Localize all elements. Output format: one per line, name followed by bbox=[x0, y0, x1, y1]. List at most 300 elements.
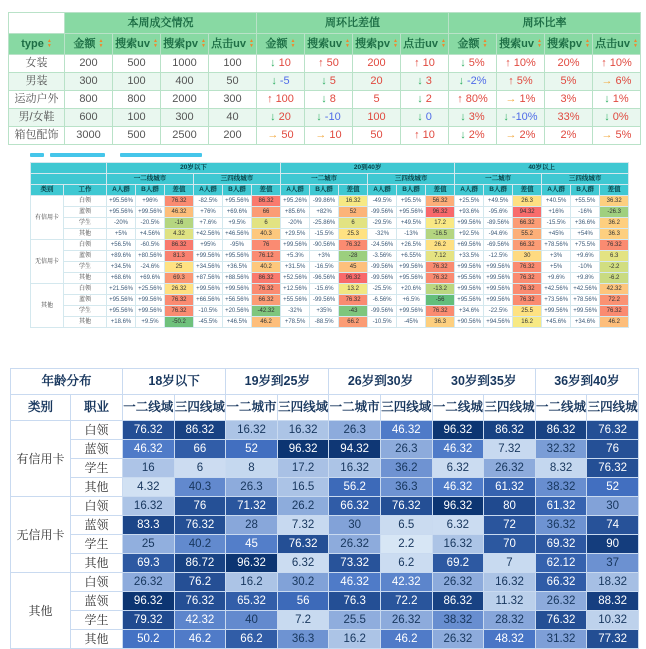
value-cell bbox=[305, 73, 353, 91]
diff-heat-cell: 76 bbox=[252, 240, 281, 251]
heat-cell: 38.32 bbox=[432, 611, 484, 630]
percent-cell: +87.56% bbox=[194, 273, 223, 284]
value-text: 80% bbox=[465, 93, 488, 105]
sort-icon: ▲ ▼ bbox=[152, 38, 158, 50]
value-cell bbox=[497, 109, 545, 127]
job-label: 白领 bbox=[71, 497, 123, 516]
column-header: A人群 bbox=[368, 185, 397, 196]
value-cell bbox=[497, 127, 545, 145]
arrow-down-icon: ↓ bbox=[458, 75, 464, 87]
percent-cell: +55.56% bbox=[281, 295, 310, 306]
heat-cell: 6.2 bbox=[380, 554, 432, 573]
percent-cell: +93.6% bbox=[455, 207, 484, 218]
value-cell: 400 bbox=[161, 73, 209, 91]
column-header[interactable]: 搜索uv ▲ ▼ bbox=[305, 34, 353, 55]
table-row bbox=[11, 459, 639, 478]
percent-cell: +99.56% bbox=[281, 240, 310, 251]
percent-cell: +68.6% bbox=[107, 273, 136, 284]
diff-heat-cell: 36.3 bbox=[426, 317, 455, 328]
heat-cell: 25 bbox=[123, 535, 175, 554]
diff-heat-cell: 26.32 bbox=[165, 284, 194, 295]
arrow-down-icon: ↓ bbox=[460, 57, 466, 69]
column-header[interactable]: 金额 ▲ ▼ bbox=[65, 34, 113, 55]
heat-cell: 46.2 bbox=[380, 630, 432, 649]
table-row bbox=[11, 592, 639, 611]
percent-cell: -99.56% bbox=[310, 295, 339, 306]
table-row bbox=[11, 573, 639, 592]
percent-cell: +95.56% bbox=[107, 295, 136, 306]
heat-cell: 46.32 bbox=[432, 440, 484, 459]
value-cell: 100 bbox=[113, 73, 161, 91]
percent-cell: -96.56% bbox=[310, 273, 339, 284]
percent-cell: -25.5% bbox=[368, 284, 397, 295]
heat-cell: 7 bbox=[484, 554, 536, 573]
percent-cell: -10% bbox=[571, 262, 600, 273]
column-header-type[interactable]: type ▲ ▼ bbox=[9, 34, 65, 55]
percent-cell: -16% bbox=[571, 207, 600, 218]
arrow-down-icon: ↓ bbox=[321, 93, 327, 105]
heat-cell: 70 bbox=[484, 535, 536, 554]
sort-icon: ▲ ▼ bbox=[46, 38, 52, 50]
row-group-label: 有信用卡 bbox=[31, 196, 64, 240]
diff-heat-cell: 66.32 bbox=[252, 295, 281, 306]
percent-cell: +9.6% bbox=[542, 273, 571, 284]
percent-cell: +95.56% bbox=[107, 207, 136, 218]
diff-heat-cell: 76.32 bbox=[513, 284, 542, 295]
table-row bbox=[11, 611, 639, 630]
value-cell bbox=[257, 55, 305, 73]
column-header[interactable]: 金额 ▲ ▼ bbox=[257, 34, 305, 55]
heat-cell: 31.32 bbox=[535, 630, 587, 649]
category-label: 男/女鞋 bbox=[9, 109, 65, 127]
group-header: 周环比率 bbox=[449, 13, 641, 34]
heat-cell: 26.32 bbox=[432, 630, 484, 649]
heat-cell: 42.32 bbox=[174, 611, 226, 630]
column-header: 差值 bbox=[513, 185, 542, 196]
column-header[interactable]: 搜索uv ▲ ▼ bbox=[497, 34, 545, 55]
diff-heat-cell: 52 bbox=[339, 207, 368, 218]
arrow-down-icon: ↓ bbox=[604, 93, 610, 105]
value-cell: 800 bbox=[65, 91, 113, 109]
city-column-header: 三四线域 bbox=[380, 395, 432, 421]
heat-cell: 30 bbox=[587, 497, 639, 516]
job-label: 蓝领 bbox=[64, 295, 107, 306]
city-column-header: 三四线城 bbox=[484, 395, 536, 421]
table-row bbox=[31, 306, 629, 317]
heat-cell: 37 bbox=[587, 554, 639, 573]
percent-cell: +99.56% bbox=[136, 295, 165, 306]
job-label: 白领 bbox=[64, 196, 107, 207]
heat-cell: 79.32 bbox=[123, 611, 175, 630]
percent-cell: +7.6% bbox=[194, 218, 223, 229]
heat-cell: 76.2 bbox=[174, 573, 226, 592]
value-cell bbox=[257, 91, 305, 109]
value-cell bbox=[257, 109, 305, 127]
city-column-header: 三四线域 bbox=[277, 395, 329, 421]
job-label: 其他 bbox=[64, 229, 107, 240]
value-text: -10% bbox=[511, 111, 538, 123]
heat-cell: 11.32 bbox=[484, 592, 536, 611]
column-header: B人群 bbox=[136, 185, 165, 196]
column-header[interactable]: 搜索uv ▲ ▼ bbox=[113, 34, 161, 55]
corner-cell bbox=[31, 163, 107, 174]
percent-cell: +99.56% bbox=[542, 306, 571, 317]
city-header-row bbox=[31, 174, 629, 185]
column-header[interactable]: 搜索pv ▲ ▼ bbox=[353, 34, 401, 55]
value-text: 10 bbox=[422, 57, 435, 69]
percent-cell: +73.56% bbox=[542, 295, 571, 306]
percent-cell: +6.5% bbox=[397, 295, 426, 306]
value-cell: 200 bbox=[65, 55, 113, 73]
age-group-header: 26岁到30岁 bbox=[329, 369, 432, 395]
city-column-header: 一二城市 bbox=[226, 395, 278, 421]
heat-cell: 66.32 bbox=[329, 497, 381, 516]
percent-cell: +56.5% bbox=[107, 240, 136, 251]
value-cell bbox=[305, 55, 353, 73]
job-label: 其他 bbox=[64, 273, 107, 284]
percent-cell: -49.5% bbox=[368, 196, 397, 207]
percent-cell: +99.56% bbox=[455, 218, 484, 229]
value-text: 10 bbox=[422, 129, 435, 141]
value-cell: 3000 bbox=[65, 127, 113, 145]
table-header bbox=[11, 369, 639, 421]
percent-cell: +99.56% bbox=[223, 284, 252, 295]
heat-cell: 8.32 bbox=[535, 459, 587, 478]
corner-cell bbox=[31, 174, 107, 185]
percent-cell: +34.6% bbox=[455, 306, 484, 317]
row-group-label: 无信用卡 bbox=[31, 240, 64, 284]
percent-cell: +99.56% bbox=[484, 273, 513, 284]
heat-cell: 6.5 bbox=[380, 516, 432, 535]
diff-heat-cell: 6 bbox=[252, 218, 281, 229]
percent-cell: +76% bbox=[194, 207, 223, 218]
heat-cell: 36.32 bbox=[535, 516, 587, 535]
arrow-up-icon: ↑ bbox=[414, 129, 420, 141]
diff-heat-cell: 76.32 bbox=[600, 306, 629, 317]
value-cell bbox=[497, 55, 545, 73]
age-header-row bbox=[11, 369, 639, 395]
arrow-right-icon: → bbox=[505, 129, 517, 141]
sort-icon: ▲ ▼ bbox=[98, 38, 104, 50]
value-text: 50 bbox=[281, 129, 294, 141]
arrow-up-icon: ↑ bbox=[457, 93, 463, 105]
table-row bbox=[11, 630, 639, 649]
column-header: 类别 bbox=[31, 185, 64, 196]
diff-heat-cell: 94.32 bbox=[513, 207, 542, 218]
percent-cell: +25.5% bbox=[455, 196, 484, 207]
percent-cell: -3.56% bbox=[368, 251, 397, 262]
percent-cell: +52.56% bbox=[281, 273, 310, 284]
percent-cell: +36.6% bbox=[571, 218, 600, 229]
diff-heat-cell: 86.32 bbox=[165, 240, 194, 251]
diff-heat-cell: -56 bbox=[426, 295, 455, 306]
table-row bbox=[11, 497, 639, 516]
value-cell bbox=[497, 73, 545, 91]
value-text: 5% bbox=[615, 129, 632, 141]
heat-cell: 16.5 bbox=[277, 478, 329, 497]
percent-cell: +66.56% bbox=[194, 295, 223, 306]
table-body bbox=[9, 55, 641, 145]
age-group-header: 30岁到35岁 bbox=[432, 369, 535, 395]
heat-cell: 90 bbox=[587, 535, 639, 554]
job-label: 学生 bbox=[71, 611, 123, 630]
percent-cell: -99.56% bbox=[368, 262, 397, 273]
age-group-header: 18岁以下 bbox=[123, 369, 226, 395]
diff-heat-cell: 76.32 bbox=[426, 306, 455, 317]
age-group-header: 36岁到40岁 bbox=[535, 369, 638, 395]
percent-cell: +21.56% bbox=[107, 284, 136, 295]
city-column-header: 一二线城 bbox=[535, 395, 587, 421]
job-label: 其他 bbox=[71, 554, 123, 573]
diff-heat-cell: 66.32 bbox=[513, 218, 542, 229]
value-cell bbox=[449, 127, 497, 145]
percent-cell: +99.56% bbox=[484, 284, 513, 295]
percent-cell: +31.5% bbox=[281, 262, 310, 273]
heat-cell: 46.32 bbox=[380, 421, 432, 440]
percent-cell: +88.56% bbox=[223, 273, 252, 284]
arrow-up-icon: ↑ bbox=[414, 57, 420, 69]
percent-cell: +34.56% bbox=[194, 262, 223, 273]
heat-cell: 36.2 bbox=[380, 459, 432, 478]
age-group-header: 20到40岁 bbox=[281, 163, 455, 174]
heat-cell: 61.32 bbox=[535, 497, 587, 516]
heat-cell: 38.32 bbox=[535, 478, 587, 497]
value-cell bbox=[593, 73, 641, 91]
column-header: B人群 bbox=[484, 185, 513, 196]
arrow-up-icon: ↑ bbox=[318, 57, 324, 69]
heat-cell: 76.32 bbox=[587, 421, 639, 440]
percent-cell: +46.5% bbox=[223, 317, 252, 328]
value-cell bbox=[545, 55, 593, 73]
diff-heat-cell: -43 bbox=[339, 306, 368, 317]
job-label: 学生 bbox=[71, 535, 123, 554]
percent-cell: +12.56% bbox=[281, 284, 310, 295]
value-text: 33% bbox=[557, 111, 580, 123]
heat-cell: 46.32 bbox=[329, 573, 381, 592]
heat-cell: 96.32 bbox=[277, 440, 329, 459]
diff-heat-cell: 76.12 bbox=[252, 251, 281, 262]
diff-heat-cell: 42.32 bbox=[600, 284, 629, 295]
diff-heat-cell: 45 bbox=[339, 262, 368, 273]
heat-cell: 30.2 bbox=[277, 573, 329, 592]
heat-cell: 28 bbox=[226, 516, 278, 535]
job-label: 学生 bbox=[71, 459, 123, 478]
heat-cell: 96.32 bbox=[123, 592, 175, 611]
diff-heat-cell: 26.2 bbox=[426, 240, 455, 251]
value-cell: 800 bbox=[113, 91, 161, 109]
arrow-right-icon: → bbox=[315, 129, 327, 141]
heat-cell: 36.3 bbox=[277, 630, 329, 649]
value-cell bbox=[305, 109, 353, 127]
column-header: B人群 bbox=[310, 185, 339, 196]
sort-icon: ▲ ▼ bbox=[392, 38, 398, 50]
job-label: 蓝领 bbox=[71, 592, 123, 611]
percent-cell: +69.56% bbox=[455, 240, 484, 251]
column-header[interactable]: 点击uv ▲ ▼ bbox=[209, 34, 257, 55]
percent-cell: +42.56% bbox=[194, 229, 223, 240]
percent-cell: +95.56% bbox=[397, 273, 426, 284]
table-row bbox=[31, 284, 629, 295]
heat-cell: 26.3 bbox=[380, 440, 432, 459]
table-row bbox=[31, 262, 629, 273]
value-cell bbox=[449, 109, 497, 127]
value-cell bbox=[353, 73, 401, 91]
column-header[interactable]: 点击uv ▲ ▼ bbox=[401, 34, 449, 55]
heat-cell: 76.32 bbox=[277, 535, 329, 554]
percent-cell: -82.5% bbox=[194, 196, 223, 207]
percent-cell: +95.56% bbox=[455, 295, 484, 306]
value-cell: 600 bbox=[65, 109, 113, 127]
heat-cell: 86.32 bbox=[174, 421, 226, 440]
heat-cell: 6.32 bbox=[432, 459, 484, 478]
percent-cell: +89.6% bbox=[107, 251, 136, 262]
table-row bbox=[11, 440, 639, 459]
diff-heat-cell: 56.32 bbox=[426, 196, 455, 207]
percent-cell: +92.5% bbox=[455, 229, 484, 240]
percent-cell: -99.56% bbox=[368, 207, 397, 218]
column-header: 差值 bbox=[600, 185, 629, 196]
table-row bbox=[31, 218, 629, 229]
value-text: 5% bbox=[560, 75, 577, 87]
arrow-down-icon: ↓ bbox=[271, 75, 277, 87]
heat-cell: 94.32 bbox=[329, 440, 381, 459]
column-header: 差值 bbox=[339, 185, 368, 196]
value-text: 5% bbox=[516, 75, 533, 87]
percent-cell: +3% bbox=[542, 251, 571, 262]
heat-cell: 76.32 bbox=[123, 421, 175, 440]
diff-heat-cell: 6.3 bbox=[600, 251, 629, 262]
heat-cell: 69.32 bbox=[535, 535, 587, 554]
percent-cell: +95.56% bbox=[223, 251, 252, 262]
heat-cell: 69.3 bbox=[123, 554, 175, 573]
sort-icon: ▲ ▼ bbox=[344, 38, 350, 50]
value-text: 2% bbox=[519, 129, 536, 141]
diff-heat-cell: 40.3 bbox=[252, 229, 281, 240]
tab-stub bbox=[120, 153, 202, 157]
job-label: 学生 bbox=[64, 218, 107, 229]
heat-cell: 74 bbox=[587, 516, 639, 535]
percent-cell: +49.5% bbox=[484, 196, 513, 207]
column-header: A人群 bbox=[455, 185, 484, 196]
diff-heat-cell: 25 bbox=[165, 262, 194, 273]
percent-cell: +9.5% bbox=[223, 218, 252, 229]
percent-cell: -20% bbox=[281, 218, 310, 229]
heat-cell: 46.32 bbox=[432, 478, 484, 497]
arrow-up-icon: ↑ bbox=[601, 57, 607, 69]
value-cell bbox=[401, 109, 449, 127]
diff-heat-cell: 26.3 bbox=[513, 196, 542, 207]
category-label: 箱包配饰 bbox=[9, 127, 65, 145]
heat-cell: 96.32 bbox=[432, 421, 484, 440]
city-column-header: 一二线域 bbox=[123, 395, 175, 421]
city-group-header: 三四线城市 bbox=[194, 174, 281, 185]
value-cell bbox=[449, 55, 497, 73]
percent-cell: +6.55% bbox=[397, 251, 426, 262]
group-header: 周环比差值 bbox=[257, 13, 449, 34]
value-text: -10 bbox=[324, 111, 341, 123]
column-header[interactable]: 点击uv ▲ ▼ bbox=[593, 34, 641, 55]
heat-cell: 26.32 bbox=[123, 573, 175, 592]
value-cell bbox=[497, 91, 545, 109]
heat-cell: 76.32 bbox=[535, 611, 587, 630]
diff-heat-cell: 69.3 bbox=[165, 273, 194, 284]
value-cell bbox=[593, 91, 641, 109]
table-row bbox=[31, 196, 629, 207]
sort-icon: ▲ ▼ bbox=[200, 38, 206, 50]
value-text: 10% bbox=[609, 57, 632, 69]
arrow-down-icon: ↓ bbox=[321, 75, 327, 87]
column-header[interactable]: 搜索pv ▲ ▼ bbox=[545, 34, 593, 55]
diff-heat-cell: 16.2 bbox=[513, 317, 542, 328]
heat-cell: 36.3 bbox=[380, 478, 432, 497]
table-body bbox=[31, 196, 629, 328]
heat-cell: 16.32 bbox=[432, 535, 484, 554]
percent-cell: -10.5% bbox=[194, 306, 223, 317]
column-header-row bbox=[31, 185, 629, 196]
percent-cell: +95% bbox=[194, 240, 223, 251]
arrow-down-icon: ↓ bbox=[460, 129, 466, 141]
table-row bbox=[31, 273, 629, 284]
column-header[interactable]: 金额 ▲ ▼ bbox=[449, 34, 497, 55]
diff-heat-cell: 76.32 bbox=[165, 196, 194, 207]
category-label: 男装 bbox=[9, 73, 65, 91]
heat-cell: 16.32 bbox=[329, 459, 381, 478]
value-cell bbox=[401, 55, 449, 73]
percent-cell: -94.6% bbox=[484, 229, 513, 240]
percent-cell: -95.6% bbox=[484, 207, 513, 218]
city-group-header: 三四线城市 bbox=[542, 174, 629, 185]
column-header[interactable]: 搜索pv ▲ ▼ bbox=[161, 34, 209, 55]
value-cell: 100 bbox=[209, 55, 257, 73]
value-text: 200 bbox=[367, 57, 386, 69]
percent-cell: +95.56% bbox=[107, 196, 136, 207]
percent-cell: -24.56% bbox=[368, 240, 397, 251]
arrow-up-icon: ↑ bbox=[505, 57, 511, 69]
heat-cell: 26.32 bbox=[535, 592, 587, 611]
column-header: A人群 bbox=[281, 185, 310, 196]
percent-cell: +42.56% bbox=[542, 284, 571, 295]
value-text: 1% bbox=[519, 93, 536, 105]
percent-cell: -10.5% bbox=[368, 317, 397, 328]
diff-heat-cell: 16.32 bbox=[339, 196, 368, 207]
table-row bbox=[11, 516, 639, 535]
column-header-row bbox=[11, 395, 639, 421]
percent-cell: +69.6% bbox=[136, 273, 165, 284]
row-group-label: 其他 bbox=[31, 284, 64, 328]
percent-cell: +90.56% bbox=[455, 317, 484, 328]
heat-cell: 46.2 bbox=[174, 630, 226, 649]
percent-cell: -99.86% bbox=[310, 196, 339, 207]
column-header: B人群 bbox=[571, 185, 600, 196]
heat-cell: 26.32 bbox=[432, 573, 484, 592]
value-text: 50 bbox=[370, 129, 383, 141]
job-label: 白领 bbox=[64, 284, 107, 295]
value-cell bbox=[401, 127, 449, 145]
heat-cell: 69.2 bbox=[432, 554, 484, 573]
table-row bbox=[11, 478, 639, 497]
age-group-header: 40岁以上 bbox=[455, 163, 629, 174]
value-text: 0% bbox=[612, 111, 629, 123]
percent-cell: -90.56% bbox=[310, 240, 339, 251]
table-row bbox=[9, 73, 641, 91]
heat-cell: 26.2 bbox=[277, 497, 329, 516]
percent-cell: -22.5% bbox=[484, 306, 513, 317]
value-cell bbox=[545, 91, 593, 109]
diff-heat-cell: 72.2 bbox=[600, 295, 629, 306]
percent-cell: +82% bbox=[310, 207, 339, 218]
arrow-down-icon: ↓ bbox=[316, 111, 322, 123]
job-label: 蓝领 bbox=[71, 516, 123, 535]
